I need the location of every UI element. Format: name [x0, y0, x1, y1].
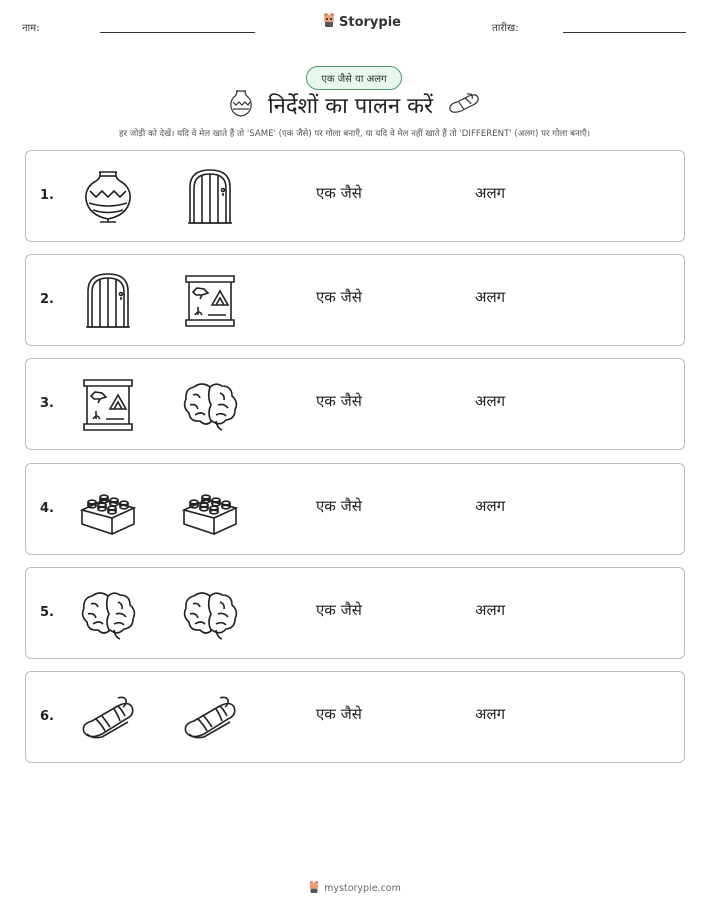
footer	[0, 880, 709, 897]
question-number: 2.	[40, 292, 54, 308]
door-icon	[78, 271, 138, 331]
date-label: तारीख:	[492, 23, 519, 34]
different-option[interactable]: अलग	[475, 705, 506, 723]
question-row	[25, 463, 685, 555]
question-row	[25, 254, 685, 346]
name-field-line[interactable]	[100, 32, 255, 33]
same-option[interactable]: एक जैसे	[316, 705, 362, 723]
brand-name: Storypie	[339, 14, 401, 30]
same-option[interactable]: एक जैसे	[316, 184, 362, 202]
question-row	[25, 671, 685, 763]
different-option[interactable]: अलग	[475, 392, 506, 411]
instructions-text: हर जोड़ी को देखें। यदि वे मेल खाते हैं तो 'SAME' (एक जैसे) पर गोला बनाएँ, या यदि वे मेल नहीं खाते हैं तो 'DIFFERENT' (अलग) पर गोला बनाएँ।	[119, 129, 590, 139]
question-number: 3.	[40, 396, 54, 412]
date-field-line[interactable]	[563, 32, 686, 33]
same-option[interactable]: एक जैसे	[316, 600, 362, 619]
scroll-icon	[180, 271, 240, 331]
brain-icon	[180, 584, 240, 644]
different-option[interactable]: अलग	[475, 600, 506, 619]
different-option[interactable]: अलग	[475, 184, 506, 202]
same-option[interactable]: एक जैसे	[316, 288, 362, 307]
brain-icon	[78, 584, 138, 644]
footer-url[interactable]: mystorypie.com	[324, 883, 401, 894]
same-option[interactable]: एक जैसे	[316, 496, 362, 515]
question-row	[25, 358, 685, 450]
storypie-mascot-icon	[322, 12, 336, 32]
title-row	[0, 88, 709, 122]
name-label: नाम:	[22, 23, 40, 34]
pot-icon	[228, 88, 254, 122]
same-option[interactable]: एक जैसे	[316, 392, 362, 411]
lego-brick-icon	[180, 480, 240, 540]
lego-brick-icon	[78, 480, 138, 540]
sandal-icon	[447, 90, 481, 120]
sandal-icon	[180, 688, 240, 748]
pot-icon	[78, 167, 138, 227]
sandal-icon	[78, 688, 138, 748]
question-number: 4.	[40, 500, 54, 516]
scroll-icon	[78, 375, 138, 435]
brain-icon	[180, 375, 240, 435]
door-icon	[180, 167, 240, 227]
topic-badge: एक जैसे या अलग	[306, 66, 402, 90]
question-row	[25, 567, 685, 659]
question-number: 6.	[40, 709, 54, 724]
question-row	[25, 150, 685, 242]
different-option[interactable]: अलग	[475, 496, 506, 515]
different-option[interactable]: अलग	[475, 288, 506, 307]
question-number: 1.	[40, 188, 54, 203]
question-number: 5.	[40, 604, 54, 620]
page-title: निर्देशों का पालन करें	[267, 94, 434, 119]
storypie-mascot-icon	[308, 880, 320, 897]
brand-logo	[322, 12, 401, 32]
